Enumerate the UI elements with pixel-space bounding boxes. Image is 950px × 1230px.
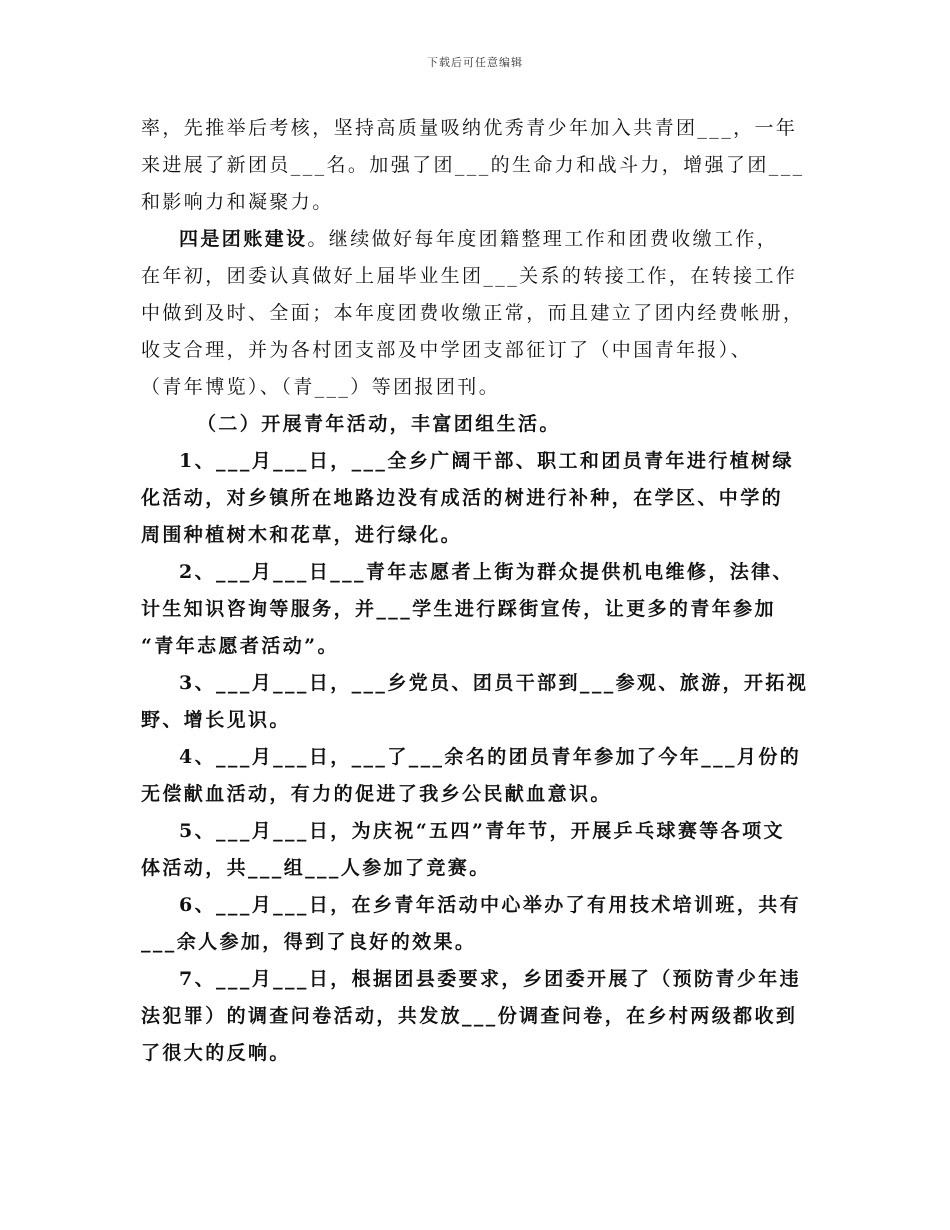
text-line: 1、___月___日，___全乡广阔干部、职工和团员青年进行植树绿 — [179, 450, 794, 472]
text-line: 中做到及时、全面；本年度团费收缴正常，而且建立了团内经费帐册， — [141, 302, 805, 324]
text-line: 率，先推举后考核，坚持高质量吸纳优秀青少年加入共青团___，一年 — [141, 117, 798, 139]
text-line: 了很大的反响。 — [141, 1042, 291, 1064]
text-line: 4、___月___日，___了___余名的团员青年参加了今年___月份的 — [179, 746, 802, 768]
page-header: 下载后可任意编辑 — [427, 56, 523, 69]
text-line: 2、___月___日___青年志愿者上街为群众提供机电维修，法律、 — [179, 561, 794, 583]
text-line: 3、___月___日，___乡党员、团员干部到___参观、旅游，开拓视 — [179, 672, 809, 694]
section-heading: （二）开展青年活动，丰富团组生活。 — [197, 413, 561, 435]
text-line: 计生知识咨询等服务，并___学生进行踩街宣传，让更多的青年参加 — [141, 598, 776, 620]
text-line: （青年博览）、（青___）等团报团刊。 — [141, 376, 501, 398]
text-line: 5、___月___日，为庆祝“五四”青年节，开展乒乓球赛等各项文 — [179, 820, 785, 842]
text-line: 体活动，共___组___人参加了竞赛。 — [141, 857, 491, 879]
text-line: 6、___月___日，在乡青年活动中心举办了有用技术培训班，共有 — [179, 894, 802, 916]
text-line: 法犯罪）的调查问卷活动，共发放___份调查问卷，在乡村两级都收到 — [141, 1005, 798, 1027]
text-span: 。继续做好每年度团籍整理工作和团费收缴工作， — [307, 228, 779, 250]
text-line-section-four — [141, 221, 813, 258]
text-line: 收支合理，并为各村团支部及中学团支部征订了（中国青年报）、 — [141, 339, 753, 361]
text-line: 7、___月___日，根据团县委要求，乡团委开展了（预防青少年违 — [179, 968, 802, 990]
text-line: “青年志愿者活动”。 — [141, 635, 339, 657]
text-line: 化活动，对乡镇所在地路边没有成活的树进行补种，在学区、中学的 — [141, 487, 784, 509]
text-line: 无偿献血活动，有力的促进了我乡公民献血意识。 — [141, 783, 612, 805]
text-line: 和影响力和凝聚力。 — [141, 191, 334, 213]
document-body — [141, 110, 813, 1072]
text-line: 周围种植树木和花草，进行绿化。 — [141, 524, 463, 546]
text-line: 来进展了新团员___名。加强了团___的生命力和战斗力，增强了团___ — [141, 154, 805, 176]
text-line: 野、增长见识。 — [141, 709, 291, 731]
text-line: ___余人参加，得到了良好的效果。 — [141, 931, 477, 953]
section-heading-inline: 四是团账建设 — [179, 228, 308, 250]
text-line: 在年初，团委认真做好上届毕业生团___关系的转接工作，在转接工作 — [141, 265, 798, 287]
